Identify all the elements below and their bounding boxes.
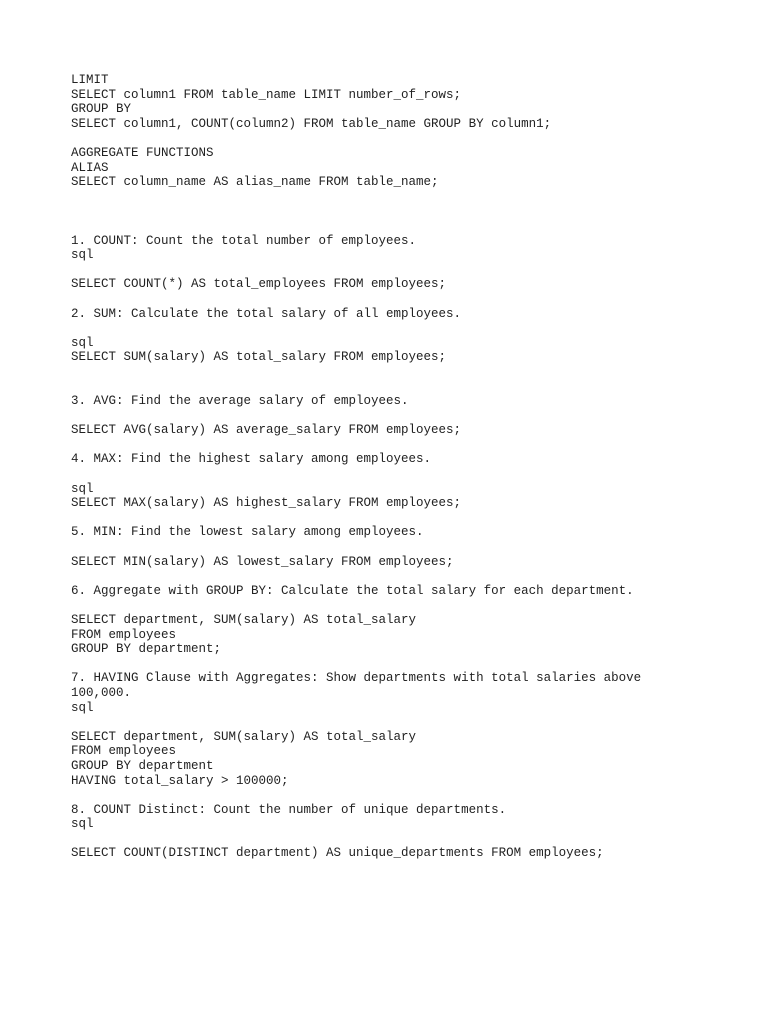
blank-line	[71, 511, 751, 526]
code-line: FROM employees	[71, 744, 177, 759]
item-count-distinct-title: 8. COUNT Distinct: Count the number of unique departments.	[71, 802, 507, 817]
blank-line	[71, 219, 751, 234]
blank-line	[71, 292, 751, 307]
blank-line	[71, 321, 751, 336]
code-line: FROM employees	[71, 627, 177, 642]
blank-line	[71, 832, 751, 847]
code-line: GROUP BY department;	[71, 642, 222, 657]
code-line: GROUP BY department	[71, 758, 214, 773]
blank-line	[71, 438, 751, 453]
item-min-title: 5. MIN: Find the lowest salary among employees.	[71, 525, 424, 540]
item-avg-title: 3. AVG: Find the average salary of employees.	[71, 394, 409, 409]
blank-line	[71, 715, 751, 730]
code-line: SELECT SUM(salary) AS total_salary FROM employees;	[71, 350, 447, 365]
blank-line	[71, 409, 751, 424]
sql-label: sql	[71, 817, 94, 832]
blank-line	[71, 263, 751, 278]
item-max-title: 4. MAX: Find the highest salary among employees.	[71, 452, 432, 467]
sql-label: sql	[71, 335, 94, 350]
sql-label: sql	[71, 700, 94, 715]
code-line: SELECT column_name AS alias_name FROM table_name;	[71, 175, 439, 190]
blank-line	[71, 598, 751, 613]
item-group-by-title: 6. Aggregate with GROUP BY: Calculate the total salary for each department.	[71, 583, 634, 598]
code-line: SELECT MAX(salary) AS highest_salary FROM employees;	[71, 496, 462, 511]
blank-line	[71, 379, 751, 394]
heading-limit: LIMIT	[71, 73, 109, 87]
item-having-title-cont: 100,000.	[71, 685, 132, 700]
code-line: SELECT AVG(salary) AS average_salary FROM employees;	[71, 423, 462, 438]
item-count-title: 1. COUNT: Count the total number of employees.	[71, 233, 417, 248]
document-page	[71, 73, 751, 861]
item-having-title: 7. HAVING Clause with Aggregates: Show departments with total salaries above	[71, 671, 642, 686]
code-line: SELECT department, SUM(salary) AS total_salary	[71, 612, 417, 627]
code-line: SELECT column1, COUNT(column2) FROM table_name GROUP BY column1;	[71, 116, 552, 131]
heading-aggregate-functions: AGGREGATE FUNCTIONS	[71, 145, 214, 160]
blank-line	[71, 204, 751, 219]
code-line: SELECT column1 FROM table_name LIMIT number_of_rows;	[71, 87, 462, 102]
code-line: SELECT COUNT(*) AS total_employees FROM employees;	[71, 277, 447, 292]
sql-label: sql	[71, 248, 94, 263]
blank-line	[71, 569, 751, 584]
code-line: SELECT COUNT(DISTINCT department) AS unique_departments FROM employees;	[71, 846, 604, 861]
code-line: SELECT department, SUM(salary) AS total_salary	[71, 729, 417, 744]
blank-line	[71, 190, 751, 205]
blank-line	[71, 467, 751, 482]
code-line: HAVING total_salary > 100000;	[71, 773, 289, 788]
blank-line	[71, 788, 751, 803]
sql-label: sql	[71, 481, 94, 496]
blank-line	[71, 540, 751, 555]
item-sum-title: 2. SUM: Calculate the total salary of all employees.	[71, 306, 462, 321]
blank-line	[71, 365, 751, 380]
heading-group-by: GROUP BY	[71, 102, 132, 117]
code-line: SELECT MIN(salary) AS lowest_salary FROM employees;	[71, 554, 454, 569]
heading-alias: ALIAS	[71, 160, 109, 175]
blank-line	[71, 131, 751, 146]
blank-line	[71, 657, 751, 672]
